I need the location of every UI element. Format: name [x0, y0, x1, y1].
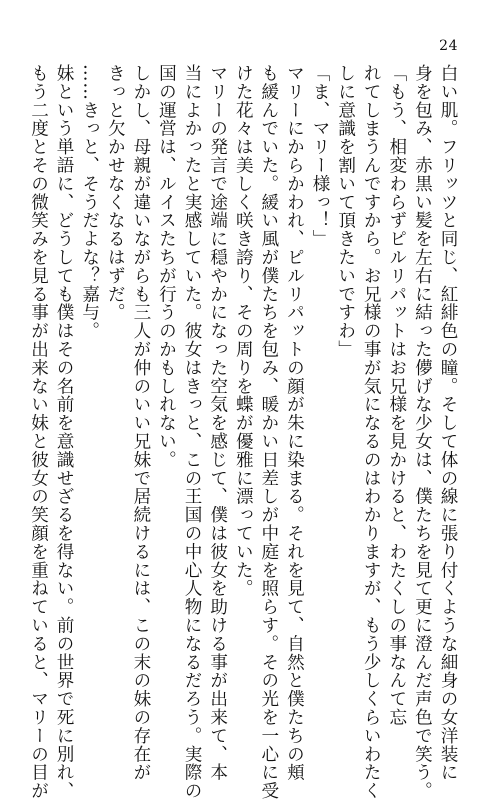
- text-line: 当によかったと実感していた。彼女はきっと、この王国の中心人物になるだろう。実際の: [182, 64, 203, 800]
- text-line: 身を包み、赤黒い髪を左右に結った儚げな少女は、僕たちを見て更に澄んだ声色で笑う。: [412, 64, 433, 800]
- text-line: しに意識を割いて頂きたいですわ」: [335, 64, 356, 359]
- text-line: 「もう、相変わらずピルリパットはお兄様を見かけると、わたくしの事なんて忘: [386, 64, 407, 727]
- text-line: マリーの発言で途端に穏やかになった空気を感じて、僕は彼女を助ける事が出来て、本: [207, 64, 228, 782]
- text-line: マリーにからかわれ、ピルリパットの顔が朱に染まる。それを見て、自然と僕たちの頬: [284, 64, 305, 782]
- text-line: けた花々は美しく咲き誇り、その周りを蝶が優雅に漂っていた。: [233, 64, 254, 598]
- text-line: 白い肌。フリッツと同じ、紅緋色の瞳。そして体の線に張り付くような細身の女洋装に: [438, 64, 458, 782]
- page-number: 24: [439, 38, 458, 54]
- text-line: ……きっと、そうだよな？嘉与。: [79, 64, 100, 340]
- text-line: 国の運営は、ルイスたちが行うのかもしれない。: [156, 64, 177, 469]
- vertical-text-body: [28, 64, 460, 800]
- text-line: 妹という単語に、どうしても僕はその名前を意識せざるを得ない。前の世界で死に別れ、: [54, 64, 75, 800]
- text-line: きっと欠かせなくなるはずだ。: [105, 64, 126, 322]
- text-line: れてしまうんですから。お兄様の事が気になるのはわかりますが、もう少しくらいわたく: [361, 64, 382, 800]
- text-line: もう二度とその微笑みを見る事が出来ない妹と彼女の笑顔を重ねていると、マリーの目が: [28, 64, 49, 800]
- text-line: しかし、母親が違いながらも三人が仲のいい兄妹で居続けるには、この末の妹の存在が: [130, 64, 151, 782]
- text-line: 「ま、マリー様っ！」: [310, 64, 331, 248]
- text-line: も緩んでいた。緩い風が僕たちを包み、暖かい日差しが中庭を照らす。その光を一心に受: [258, 64, 279, 800]
